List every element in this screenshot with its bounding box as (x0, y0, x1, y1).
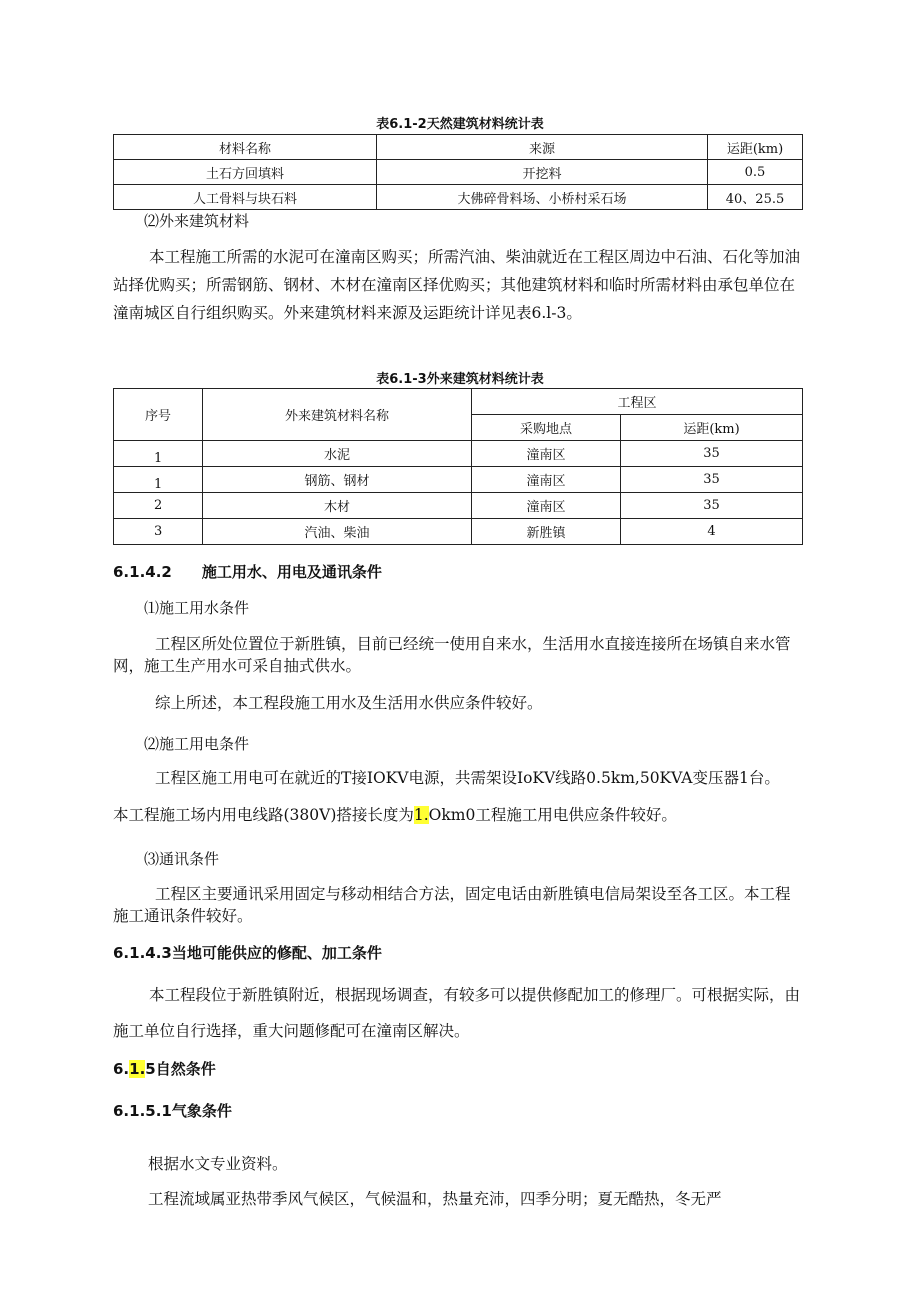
table1-caption: 表6.1-2天然建筑材料统计表 (376, 117, 544, 132)
heading-6-1-4-3: 6.1.4.3当地可能供应的修配、加工条件 (113, 944, 382, 962)
table-cell: 开挖料 (377, 160, 708, 185)
table-cell: 大佛碎骨料场、小桥村采石场 (377, 185, 708, 210)
table-cell: 1 (114, 441, 203, 467)
table-cell: 0.5 (708, 160, 803, 185)
table-header-cell: 外来建筑材料名称 (203, 389, 472, 441)
power-text-2-b: Okm0工程施工用电供应条件较好。 (428, 806, 677, 824)
water-title: ⑴施工用水条件 (144, 599, 250, 617)
highlight-mark: 1. (413, 806, 429, 824)
natural-materials-table (113, 134, 803, 210)
climate-text: 工程流域属亚热带季风气候区，气候温和，热量充沛，四季分明；夏无酷热，冬无严 (148, 1190, 722, 1208)
heading-6-1-5-a: 6. (113, 1060, 130, 1078)
power-text-2-a: 本工程施工场内用电线路(380V)搭接长度为 (113, 806, 414, 824)
table-header-row (114, 389, 803, 415)
table-cell: 35 (621, 441, 803, 467)
table-header-cell: 运距(km) (621, 415, 803, 441)
table-row (114, 493, 803, 519)
heading-6-1-5-b: 5自然条件 (145, 1060, 216, 1078)
table-row (114, 441, 803, 467)
heading-6-1-5-1: 6.1.5.1气象条件 (113, 1102, 232, 1120)
water-summary: 综上所述，本工程段施工用水及生活用水供应条件较好。 (155, 694, 543, 712)
foreign-materials-table (113, 388, 803, 545)
table-header-cell: 序号 (114, 389, 203, 441)
table-header-cell: 材料名称 (114, 135, 377, 160)
comm-text: 工程区主要通讯采用固定与移动相结合方法，固定电话由新胜镇电信局架设至各工区。本工程施工通讯条件较好。 (113, 885, 791, 925)
table-header-cell: 工程区 (472, 389, 803, 415)
table-cell: 40、25.5 (708, 185, 803, 210)
water-text: 工程区所处位置位于新胜镇，目前已经统一使用自来水，生活用水直接连接所在场镇自来水管网，施工生产用水可采自抽式供水。 (113, 635, 791, 675)
table-row (114, 160, 803, 185)
table2-caption: 表6.1-3外来建筑材料统计表 (376, 372, 544, 387)
table-cell: 土石方回填料 (114, 160, 377, 185)
table-cell: 新胜镇 (472, 519, 621, 545)
table-header-cell: 运距(km) (708, 135, 803, 160)
table-cell: 潼南区 (472, 493, 621, 519)
power-title: ⑵施工用电条件 (144, 735, 250, 753)
table-cell: 1 (114, 467, 203, 493)
power-text-1: 工程区施工用电可在就近的T接IOKV电源，共需架设IoKV线路0.5km,50KVA变压器1台。 (155, 769, 780, 787)
table-cell: 木材 (203, 493, 472, 519)
heading-6-1-5 (113, 1058, 216, 1079)
table-cell: 汽油、柴油 (203, 519, 472, 545)
table-cell: 潼南区 (472, 441, 621, 467)
table-cell: 钢筋、钢材 (203, 467, 472, 493)
repair-text: 本工程段位于新胜镇附近，根据现场调查，有较多可以提供修配加工的修理厂。可根据实际，由施工单位自行选择，重大问题修配可在潼南区解决。 (113, 986, 801, 1040)
table-cell: 35 (621, 467, 803, 493)
table-cell: 潼南区 (472, 467, 621, 493)
table-cell: 4 (621, 519, 803, 545)
table-header-row (114, 135, 803, 160)
table-cell: 35 (621, 493, 803, 519)
table-cell: 人工骨料与块石料 (114, 185, 377, 210)
table-row (114, 519, 803, 545)
table-header-cell: 采购地点 (472, 415, 621, 441)
foreign-materials-title: ⑵外来建筑材料 (144, 212, 250, 230)
table-row (114, 467, 803, 493)
table-cell: 2 (114, 493, 203, 519)
power-text-2 (113, 801, 677, 829)
highlight-mark: 1. (129, 1060, 146, 1078)
table-cell: 3 (114, 519, 203, 545)
comm-title: ⑶通讯条件 (144, 850, 220, 868)
heading-6-1-4-2: 6.1.4.2 施工用水、用电及通讯条件 (113, 563, 382, 581)
table-header-cell: 来源 (377, 135, 708, 160)
foreign-materials-text: 本工程施工所需的水泥可在潼南区购买；所需汽油、柴油就近在工程区周边中石油、石化等加油站择优购买；所需钢筋、钢材、木材在潼南区择优购买；其他建筑材料和临时所需材料由承包单位在潼南城区自行组织购买。外来建筑材料来源及运距统计详见表6.l-3。 (113, 248, 801, 322)
table-cell: 水泥 (203, 441, 472, 467)
table-row (114, 185, 803, 210)
climate-source: 根据水文专业资料。 (148, 1155, 288, 1173)
